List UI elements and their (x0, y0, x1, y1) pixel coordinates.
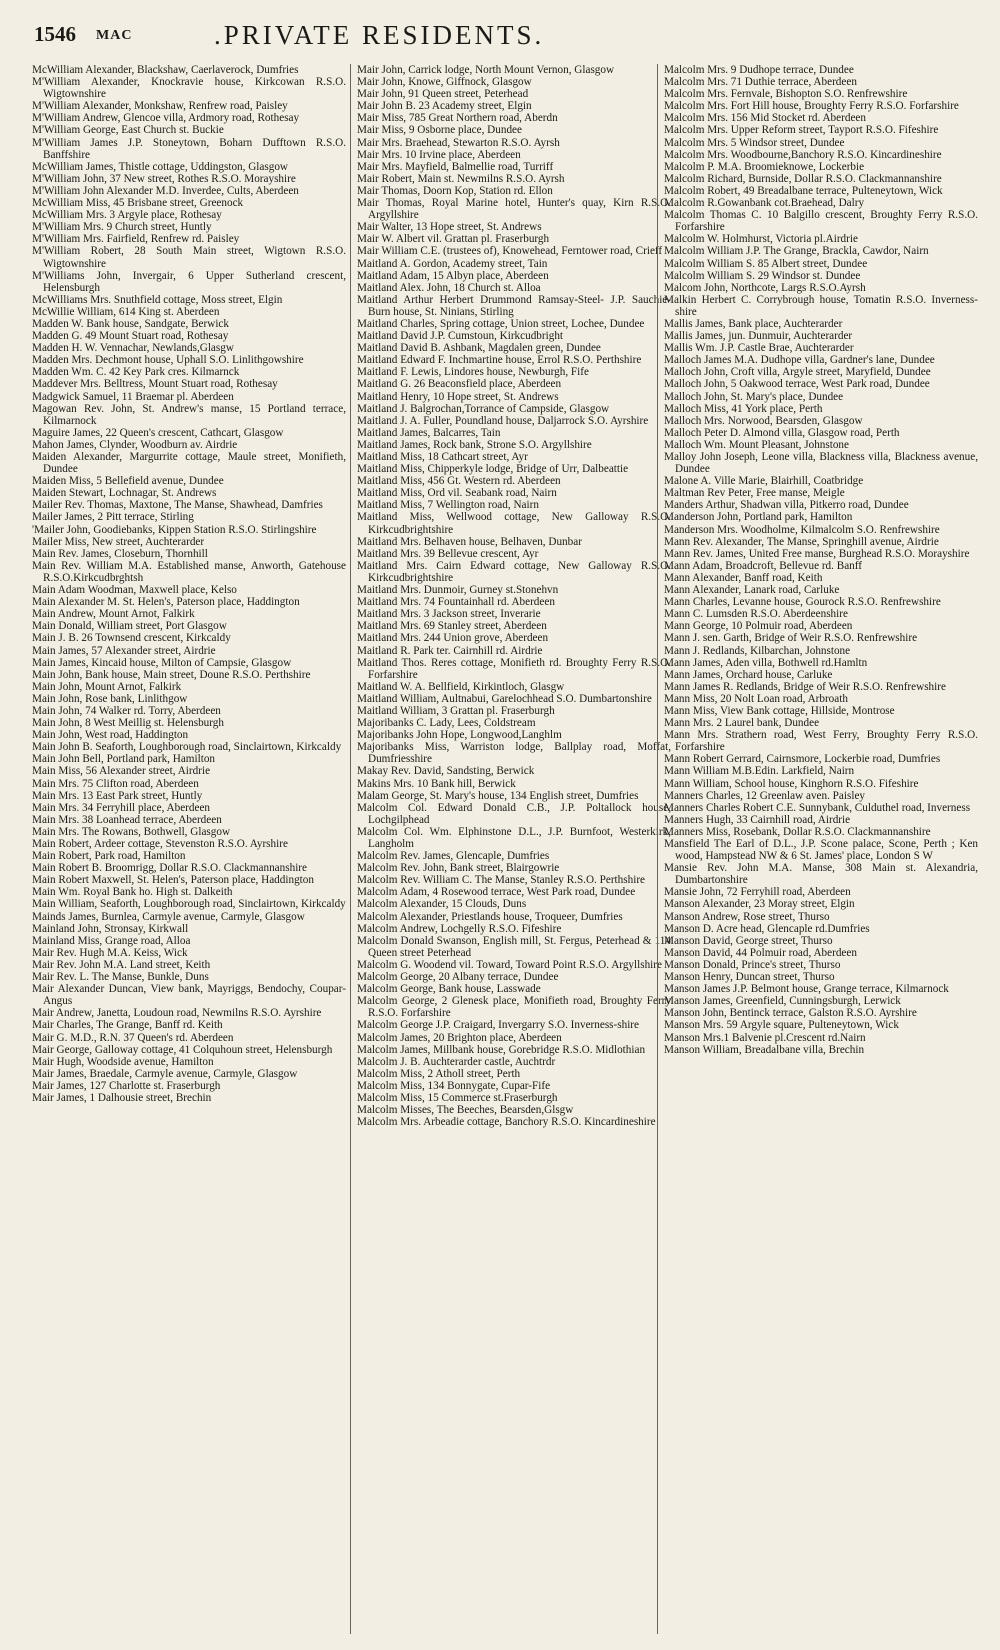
directory-entry: Mann Rev. James, United Free manse, Burghead R.S.O. Morayshire (664, 547, 970, 560)
directory-entry: Maitland W. A. Bellfield, Kirkintloch, Glasgw (357, 680, 565, 693)
directory-entry: Mainland Miss, Grange road, Alloa (32, 934, 191, 947)
directory-entry: Malcolm Mrs. 9 Dudhope terrace, Dundee (664, 64, 854, 76)
directory-entry: Malcolm Mrs. Upper Reform street, Tayport R.S.O. Fifeshire (664, 124, 939, 137)
directory-entry: Main Mrs. 13 East Park street, Huntly (32, 789, 203, 802)
directory-entry: Malcolm R.Gowanbank cot.Braehead, Dalry (664, 197, 865, 210)
directory-entry: Malcolm Col. Wm. Elphinstone D.L., J.P. Burnfoot, Westerkirk, Langholm (357, 825, 671, 850)
directory-entry: Malcolm Adam, 4 Rosewood terrace, West Park road, Dundee (357, 886, 636, 899)
directory-entry: Malcolm W. Holmhurst, Victoria pl.Airdrie (664, 233, 858, 246)
directory-entry: Main J. B. 26 Townsend crescent, Kirkcaldy (32, 632, 231, 645)
directory-entry: Mair Rev. Hugh M.A. Keiss, Wick (32, 946, 188, 959)
directory-entry: Maitland Thos. Reres cottage, Monifieth rd. Broughty Ferry R.S.O. Forfarshire (357, 656, 671, 681)
directory-entry: Mair Mrs. Braehead, Stewarton R.S.O. Ayrsh (357, 136, 560, 149)
directory-entry: Mair Mrs. Mayfield, Balmellie road, Turriff (357, 160, 554, 173)
directory-entry: Madden W. Bank house, Sandgate, Berwick (32, 317, 229, 330)
directory-entry: Maiden Stewart, Lochnagar, St. Andrews (32, 487, 217, 500)
column-divider (350, 64, 351, 1634)
directory-entry: Mann J. sen. Garth, Bridge of Weir R.S.O. Renfrewshire (664, 632, 918, 645)
directory-entry: Mann Charles, Levanne house, Gourock R.S.O. Renfrewshire (664, 596, 941, 609)
directory-entry: Mahon James, Clynder, Woodburn av. Airdrie (32, 438, 238, 451)
directory-entry: Malcolm George, Bank house, Lasswade (357, 983, 541, 996)
directory-entry: Mailer Miss, New street, Auchterarder (32, 535, 205, 548)
directory-entry: Madden Wm. C. 42 Key Park cres. Kilmarnck (32, 366, 240, 379)
directory-entry: Maitland Mrs. 3 Jackson street, Inverarie (357, 608, 541, 621)
directory-entry: Mann William M.B.Edin. Larkfield, Nairn (664, 765, 855, 778)
directory-entry: McWilliams Mrs. Snuthfield cottage, Moss street, Elgin (32, 293, 283, 306)
directory-entry: Mair James, Braedale, Carmyle avenue, Carmyle, Glasgow (32, 1067, 298, 1080)
directory-entry: Maitland Miss, Wellwood cottage, New Galloway R.S.O. Kirkcudbrightshire (357, 511, 671, 536)
directory-entry: Main Mrs. 38 Loanhead terrace, Aberdeen (32, 813, 222, 826)
directory-entry: Mair James, 127 Charlotte st. Fraserburgh (32, 1079, 221, 1092)
directory-entry: Majoribanks C. Lady, Lees, Coldstream (357, 717, 536, 730)
directory-entry: Majoribanks Miss, Warriston lodge, Ballplay road, Moffat, Dumfriesshire (357, 741, 671, 766)
directory-entry: Maltman Rev Peter, Free manse, Meigle (664, 487, 845, 500)
page-title: .PRIVATE RESIDENTS. (214, 20, 545, 50)
directory-entry: Main Rev. William M.A. Established manse, Anworth, Gatehouse R.S.O.Kirkcudbrghtsh (32, 559, 346, 584)
directory-entry: Manners Charles Robert C.E. Sunnybank, Culduthel road, Inverness (664, 801, 971, 814)
directory-entry: Mair Rev. L. The Manse, Bunkle, Duns (32, 971, 209, 984)
directory-entry: Main John, 74 Walker rd. Torry, Aberdeen (32, 704, 221, 717)
directory-entry: Mainland John, Stronsay, Kirkwall (32, 922, 189, 935)
directory-entry: Main Rev. James, Closeburn, Thornhill (32, 547, 208, 560)
directory-entry: Malcolm George, 20 Albany terrace, Dundee (357, 971, 559, 984)
directory-entry: Main Donald, William street, Port Glasgow (32, 620, 227, 633)
directory-entry: Mair Thomas, Doorn Kop, Station rd. Ellon (357, 184, 553, 197)
directory-entry: Main Wm. Royal Bank ho. High st. Dalkeith (32, 886, 233, 899)
directory-entry: Main Mrs. 34 Ferryhill place, Aberdeen (32, 801, 211, 814)
directory-entry: Mair William C.E. (trustees of), Knowehead, Ferntower road, Crieff (357, 245, 663, 258)
directory-entry: Maitland William, 3 Grattan pl. Fraserburgh (357, 704, 555, 717)
directory-entry: Mair Hugh, Woodside avenue, Hamilton (32, 1055, 214, 1068)
directory-entry: Malloch James M.A. Dudhope villa, Gardner's lane, Dundee (664, 354, 935, 367)
directory-entry: Malloch John, Croft villa, Argyle street, Maryfield, Dundee (664, 366, 931, 379)
directory-entry: Malcolm Robert, 49 Breadalbane terrace, Pulteneytown, Wick (664, 184, 943, 197)
directory-entry: Malloch Wm. Mount Pleasant, Johnstone (664, 438, 849, 451)
directory-entry: M'William James J.P. Stoneytown, Boharn Dufftown R.S.O. Banffshire (32, 136, 346, 161)
directory-entry: Mair Mrs. 10 Irvine place, Aberdeen (357, 148, 521, 161)
directory-entry: Maguire James, 22 Queen's crescent, Cathcart, Glasgow (32, 426, 284, 439)
directory-entry: Malcolm Rev. John, Bank street, Blairgowrie (357, 862, 560, 875)
directory-entry: Maitland Mrs. 69 Stanley street, Aberdeen (357, 620, 547, 633)
directory-entry: Mann Miss, 20 Nolt Loan road, Arbroath (664, 692, 848, 705)
directory-entry: Main Adam Woodman, Maxwell place, Kelso (32, 584, 237, 597)
directory-entry: Manson James, Greenfield, Cunningsburgh, Lerwick (664, 995, 901, 1008)
directory-entry: Maitland A. Gordon, Academy street, Tain (357, 257, 548, 270)
directory-entry: Malcolm P. M.A. Broomieknowe, Lockerbie (664, 160, 865, 173)
column-3 (664, 64, 978, 1644)
directory-entry: Mansfield The Earl of D.L., J.P. Scone palace, Scone, Perth ; Ken wood, Hampstead NW & 6 St. James' place, London S W (664, 838, 978, 863)
directory-entry: Manson James J.P. Belmont house, Grange terrace, Kilmarnock (664, 983, 949, 996)
directory-entry: M'William Mrs. Fairfield, Renfrew rd. Paisley (32, 233, 240, 246)
directory-entry: Malcolm Rev. James, Glencaple, Dumfries (357, 850, 550, 863)
directory-entry: Mann Mrs. Strathern road, West Ferry, Broughty Ferry R.S.O. Forfarshire (664, 729, 978, 754)
directory-entry: Maitland Miss, Ord vil. Seabank road, Nairn (357, 487, 557, 500)
directory-entry: Mann Robert Gerrard, Cairnsmore, Lockerbie road, Dumfries (664, 753, 941, 766)
directory-entry: McWilliam James, Thistle cottage, Uddingston, Glasgow (32, 160, 288, 173)
directory-entry: Malcolm J. B. Auchterarder castle, Auchtrdr (357, 1055, 556, 1068)
directory-entry: Maitland J. A. Fuller, Poundland house, Daljarrock S.O. Ayrshire (357, 414, 649, 427)
directory-entry: Malcolm Mrs. 5 Windsor street, Dundee (664, 136, 845, 149)
directory-entry: Manson Henry, Duncan street, Thurso (664, 971, 835, 984)
directory-entry: Manderson John, Portland park, Hamilton (664, 511, 853, 524)
directory-entry: Maitland Miss, Chipperkyle lodge, Bridge of Urr, Dalbeattie (357, 463, 629, 476)
directory-entry: Manson David, 44 Polmuir road, Aberdeen (664, 946, 857, 959)
directory-entry: Maitland Adam, 15 Albyn place, Aberdeen (357, 269, 549, 282)
directory-entry: Mann James, Aden villa, Bothwell rd.Hamltn (664, 656, 868, 669)
directory-entry: Mann James, Orchard house, Carluke (664, 668, 833, 681)
directory-entry: Mailer Rev. Thomas, Maxtone, The Manse, Shawhead, Damfries (32, 499, 323, 512)
directory-entry: Malloch John, St. Mary's place, Dundee (664, 390, 844, 403)
directory-entry: Malcolm Richard, Burnside, Dollar R.S.O. Clackmannanshire (664, 172, 942, 185)
directory-entry: Mair John, Knowe, Giffnock, Glasgow (357, 76, 532, 89)
directory-entry: Mair Rev. John M.A. Land street, Keith (32, 958, 211, 971)
directory-entry: Malcolm Miss, 134 Bonnygate, Cupar-Fife (357, 1079, 551, 1092)
directory-entry: Maitland Alex. John, 18 Church st. Alloa (357, 281, 541, 294)
directory-entry: Main James, Kincaid house, Milton of Campsie, Glasgow (32, 656, 292, 669)
column-divider (657, 64, 658, 1634)
directory-entry: Maiden Miss, 5 Bellefield avenue, Dundee (32, 475, 224, 488)
directory-entry: Malcolm George J.P. Craigard, Invergarry S.O. Inverness-shire (357, 1019, 640, 1032)
directory-entry: Mair Thomas, Royal Marine hotel, Hunter's quay, Kirn R.S.O. Argyllshire (357, 197, 671, 222)
directory-entry: Malloch John, 5 Oakwood terrace, West Park road, Dundee (664, 378, 930, 391)
directory-entry: Malloy John Joseph, Leone villa, Blackness villa, Blackness avenue, Dundee (664, 451, 978, 476)
directory-entry: Maitland Miss, 456 Gt. Western rd. Aberdeen (357, 475, 561, 488)
directory-entry: Malcolm Mrs. Arbeadie cottage, Banchory R.S.O. Kincardineshire (357, 1116, 656, 1129)
directory-entry: Malloch Mrs. Norwood, Bearsden, Glasgow (664, 414, 863, 427)
directory-entry: Manson Andrew, Rose street, Thurso (664, 910, 830, 923)
directory-entry: Maitland Mrs. Belhaven house, Belhaven, Dunbar (357, 535, 582, 548)
directory-entry: Main John, Mount Arnot, Falkirk (32, 680, 182, 693)
column-2 (357, 64, 671, 1644)
directory-entry: Makay Rev. David, Sandsting, Berwick (357, 765, 535, 778)
directory-entry: Main William, Seaforth, Loughborough road, Sinclairtown, Kirkcaldy (32, 898, 346, 911)
directory-entry: McWilliam Miss, 45 Brisbane street, Greenock (32, 197, 244, 210)
directory-entry: M'William Andrew, Glencoe villa, Ardmory road, Rothesay (32, 112, 300, 125)
directory-entry: Malcolm Miss, 15 Commerce st.Fraserburgh (357, 1091, 558, 1104)
directory-entry: Manners Miss, Rosebank, Dollar R.S.O. Clackmannanshire (664, 825, 931, 838)
directory-entry: Mair G. M.D., R.N. 37 Queen's rd. Aberdeen (32, 1031, 234, 1044)
directory-entry: Maddever Mrs. Belltress, Mount Stuart road, Rothesay (32, 378, 278, 391)
directory-entry: Manners Charles, 12 Greenlaw aven. Paisley (664, 789, 866, 802)
directory-entry: McWilliam Mrs. 3 Argyle place, Rothesay (32, 209, 222, 222)
directory-entry: Maitland Mrs. Dunmoir, Gurney st.Stonehvn (357, 584, 559, 597)
directory-entry: Malcolm Donald Swanson, English mill, St. Fergus, Peterhead & 114 Queen street Peterhead (357, 934, 671, 959)
directory-entry: Mailer James, 2 Pitt terrace, Stirling (32, 511, 194, 524)
directory-entry: Mann William, School house, Kinghorn R.S.O. Fifeshire (664, 777, 919, 790)
directory-entry: Mann J. Redlands, Kilbarchan, Johnstone (664, 644, 851, 657)
directory-entry: Maitland James, Balcarres, Tain (357, 426, 501, 439)
directory-entry: Malcolm G. Woodend vil. Toward, Toward Point R.S.O. Argyllshire (357, 958, 662, 971)
directory-entry: Mair W. Albert vil. Grattan pl. Fraserburgh (357, 233, 550, 246)
directory-entry: McWilliam Alexander, Blackshaw, Caerlaverock, Dumfries (32, 64, 299, 76)
directory-entry: Mair James, 1 Dalhousie street, Brechin (32, 1091, 212, 1104)
directory-entry: Maitland Miss, 7 Wellington road, Nairn (357, 499, 539, 512)
directory-entry: M'William John Alexander M.D. Inverdee, Cults, Aberdeen (32, 184, 299, 197)
directory-entry: Malloch Miss, 41 York place, Perth (664, 402, 823, 415)
directory-entry: Manderson Mrs. Woodholme, Kilmalcolm S.O. Renfrewshire (664, 523, 940, 536)
directory-entry: M'Williams John, Invergair, 6 Upper Sutherland crescent, Helensburgh (32, 269, 346, 294)
directory-entry: Malkin Herbert C. Corrybrough house, Tomatin R.S.O. Inverness-shire (664, 293, 978, 318)
directory-entry: 'Mailer John, Goodiebanks, Kippen Station R.S.O. Stirlingshire (32, 523, 317, 536)
directory-entry: Mann Miss, View Bank cottage, Hillside, Montrose (664, 704, 895, 717)
directory-entry: Main Robert Maxwell, St. Helen's, Paterson place, Haddington (32, 874, 314, 887)
directory-entry: Mann Rev. Alexander, The Manse, Springhill avenue, Airdrie (664, 535, 939, 548)
directory-entry: Malone A. Ville Marie, Blairhill, Coatbridge (664, 475, 864, 488)
directory-entry: Mann Mrs. 2 Laurel bank, Dundee (664, 717, 820, 730)
directory-entry: Madgwick Samuel, 11 Braemar pl. Aberdeen (32, 390, 234, 403)
directory-entry: Maitland Mrs. 74 Fountainhall rd. Aberdeen (357, 596, 555, 609)
directory-entry: Main James, 57 Alexander street, Airdrie (32, 644, 216, 657)
directory-entry: Maitland J. Balgrochan,Torrance of Campside, Glasgow (357, 402, 610, 415)
directory-entry: M'William Alexander, Knockravie house, Kirkcowan R.S.O. Wigtownshire (32, 76, 346, 101)
directory-entry: Maiden Alexander, Margurrite cottage, Maule street, Monifieth, Dundee (32, 451, 346, 476)
directory-entry: Mair Robert, Main st. Newmilns R.S.O. Ayrsh (357, 172, 565, 185)
directory-entry: Main Miss, 56 Alexander street, Airdrie (32, 765, 211, 778)
directory-entry: Maitland David J.P. Cumstoun, Kirkcudbright (357, 330, 564, 343)
directory-entry: Malcolm William S. 29 Windsor st. Dundee (664, 269, 861, 282)
directory-entry: Maitland Charles, Spring cottage, Union street, Lochee, Dundee (357, 317, 645, 330)
page-header (34, 20, 646, 52)
directory-entry: Maitland Mrs. Cairn Edward cottage, New Galloway R.S.O. Kirkcudbrightshire (357, 559, 671, 584)
directory-entry: Maitland Mrs. 244 Union grove, Aberdeen (357, 632, 549, 645)
directory-entry: Manson David, George street, Thurso (664, 934, 833, 947)
directory-entry: Maitland F. Lewis, Lindores house, Newburgh, Fife (357, 366, 589, 379)
directory-entry: Mallis James, Bank place, Auchterarder (664, 317, 843, 330)
directory-entry: Mann Alexander, Lanark road, Carluke (664, 584, 840, 597)
directory-entry: Main John Bell, Portland park, Hamilton (32, 753, 216, 766)
directory-entry: Malcolm Col. Edward Donald C.B., J.P. Poltallock house, Lochgilphead (357, 801, 671, 826)
directory-entry: Malcolm Mrs. 71 Duthie terrace, Aberdeen (664, 76, 857, 89)
directory-entry: Maitland William, Aultnabui, Garelochhead S.O. Dumbartonshire (357, 692, 652, 705)
directory-entry: Mair John B. 23 Academy street, Elgin (357, 100, 532, 113)
directory-entry: Main Robert B. Broomrigg, Dollar R.S.O. Clackmannanshire (32, 862, 307, 875)
section-label: MAC (96, 28, 133, 43)
directory-entry: Makins Mrs. 10 Bank hill, Berwick (357, 777, 516, 790)
directory-entry: McWillie William, 614 King st. Aberdeen (32, 305, 220, 318)
directory-entry: Malcolm Rev. William C. The Manse, Stanley R.S.O. Perthshire (357, 874, 646, 887)
directory-entry: Malcolm Thomas C. 10 Balgillo crescent, Broughty Ferry R.S.O. Forfarshire (664, 209, 978, 234)
directory-entry: Malcolm Misses, The Beeches, Bearsden,Glsgw (357, 1104, 574, 1117)
directory-entry: Magowan Rev. John, St. Andrew's manse, 15 Portland terrace, Kilmarnock (32, 402, 346, 427)
directory-entry: Malcolm Alexander, Priestlands house, Troqueer, Dumfries (357, 910, 623, 923)
directory-entry: Malcolm Andrew, Lochgelly R.S.O. Fifeshire (357, 922, 562, 935)
directory-entry: Manders Arthur, Shadwan villa, Pitkerro road, Dundee (664, 499, 909, 512)
directory-entry: Maitland David B. Ashbank, Magdalen green, Dundee (357, 342, 601, 355)
directory-entry: Mansie Rev. John M.A. Manse, 308 Main st. Alexandria, Dumbartonshire (664, 862, 978, 887)
directory-entry: Maitland G. 26 Beaconsfield place, Aberdeen (357, 378, 562, 391)
directory-entry: Mallis James, jun. Dunmuir, Auchterarder (664, 330, 853, 343)
directory-entry: Main John, Rose bank, Linlithgow (32, 692, 188, 705)
directory-entry: Mallis Wm. J.P. Castle Brae, Auchterarder (664, 342, 854, 355)
directory-entry: Maitland Henry, 10 Hope street, St. Andrews (357, 390, 559, 403)
directory-entry: Mann Adam, Broadcroft, Bellevue rd. Banff (664, 559, 863, 572)
page-number: 1546 (34, 22, 76, 46)
directory-entry: Manson Alexander, 23 Moray street, Elgin (664, 898, 855, 911)
directory-entry: Mair Walter, 13 Hope street, St. Andrews (357, 221, 542, 234)
directory-entry: Malcolm Alexander, 15 Clouds, Duns (357, 898, 527, 911)
directory-entry: Manson William, Breadalbane villa, Brechin (664, 1043, 865, 1056)
directory-entry: Malcolm Mrs. 156 Mid Stocket rd. Aberdeen (664, 112, 866, 125)
directory-entry: M'William George, East Church st. Buckie (32, 124, 224, 137)
directory-entry: M'William Mrs. 9 Church street, Huntly (32, 221, 212, 234)
directory-entry: Maitland James, Rock bank, Strone S.O. Argyllshire (357, 438, 592, 451)
directory-entry: Mainds James, Burnlea, Carmyle avenue, Carmyle, Glasgow (32, 910, 305, 923)
directory-entry: Maitland Arthur Herbert Drummond Ramsay-Steel- J.P. Sauchie-Burn house, St. Ninians, Stirling (357, 293, 671, 318)
directory-entry: Manson D. Acre head, Glencaple rd.Dumfries (664, 922, 870, 935)
directory-entry: Malcolm James, Millbank house, Gorebridge R.S.O. Midlothian (357, 1043, 646, 1056)
directory-entry: Mair Alexander Duncan, View bank, Mayriggs, Bendochy, Coupar-Angus (32, 983, 346, 1008)
directory-entry: Mair Miss, 9 Osborne place, Dundee (357, 124, 522, 137)
directory-entry: Mair Miss, 785 Great Northern road, Aberdn (357, 112, 558, 125)
directory-entry: Maitland Edward F. Inchmartine house, Errol R.S.O. Perthshire (357, 354, 642, 367)
directory-entry: M'William John, 37 New street, Rothes R.S.O. Morayshire (32, 172, 296, 185)
directory-entry: Mansie John, 72 Ferryhill road, Aberdeen (664, 886, 851, 899)
directory-entry: Malcolm James, 20 Brighton place, Aberdeen (357, 1031, 562, 1044)
directory-entry: Malam George, St. Mary's house, 134 English street, Dumfries (357, 789, 639, 802)
directory-entry: Main John, 8 West Meillig st. Helensburgh (32, 717, 224, 730)
directory-entry: Manson Donald, Prince's street, Thurso (664, 958, 841, 971)
directory-entry: Maitland R. Park ter. Cairnhill rd. Airdrie (357, 644, 543, 657)
directory-entry: Mann C. Lumsden R.S.O. Aberdeenshire (664, 608, 848, 621)
directory-entry: M'William Robert, 28 South Main street, Wigtown R.S.O. Wigtownshire (32, 245, 346, 270)
directory-entry: Malcolm William S. 85 Albert street, Dundee (664, 257, 868, 270)
directory-entry: Mann Alexander, Banff road, Keith (664, 571, 823, 584)
directory-entry: Mann George, 10 Polmuir road, Aberdeen (664, 620, 853, 633)
directory-entry: Mair John, Carrick lodge, North Mount Vernon, Glasgow (357, 64, 615, 76)
directory-entry: Malcolm Miss, 2 Atholl street, Perth (357, 1067, 521, 1080)
directory-entry: Madden H. W. Vennachar, Newlands,Glasgw (32, 342, 234, 355)
directory-entry: Malloch Peter D. Almond villa, Glasgow road, Perth (664, 426, 900, 439)
directory-entry: Madden Mrs. Dechmont house, Uphall S.O. Linlithgowshire (32, 354, 304, 367)
directory-entry: Malcolm William J.P. The Grange, Brackla, Cawdor, Nairn (664, 245, 929, 258)
directory-entry: Main Robert, Park road, Hamilton (32, 850, 186, 863)
directory-entry: M'William Alexander, Monkshaw, Renfrew road, Paisley (32, 100, 288, 113)
directory-entry: Majoribanks John Hope, Longwood,Langhlm (357, 729, 562, 742)
directory-entry: Main John, Bank house, Main street, Doune R.S.O. Perthshire (32, 668, 311, 681)
directory-entry: Maitland Mrs. 39 Bellevue crescent, Ayr (357, 547, 539, 560)
directory-entry: Mair John, 91 Queen street, Peterhead (357, 88, 529, 101)
directory-entry: Manners Hugh, 33 Cairnhill road, Airdrie (664, 813, 851, 826)
directory-entry: Malcom John, Northcote, Largs R.S.O.Ayrsh (664, 281, 866, 294)
directory-entry: Mair George, Galloway cottage, 41 Colquhoun street, Helensburgh (32, 1043, 333, 1056)
directory-entry: Manson John, Bentinck terrace, Galston R.S.O. Ayrshire (664, 1007, 917, 1020)
directory-entry: Main Andrew, Mount Arnot, Falkirk (32, 608, 195, 621)
directory-entry: Mann James R. Redlands, Bridge of Weir R.S.O. Renfrewshire (664, 680, 946, 693)
directory-entry: Main John B. Seaforth, Loughborough road, Sinclairtown, Kirkcaldy (32, 741, 342, 754)
directory-entry: Manson Mrs.1 Balvenie pl.Crescent rd.Nairn (664, 1031, 866, 1044)
directory-entry: Main Alexander M. St. Helen's, Paterson place, Haddington (32, 596, 300, 609)
directory-entry: Malcolm Mrs. Woodbourne,Banchory R.S.O. Kincardineshire (664, 148, 942, 161)
directory-entry: Malcolm Mrs. Fernvale, Bishopton S.O. Renfrewshire (664, 88, 908, 101)
column-1 (32, 64, 346, 1644)
directory-entry: Malcolm Mrs. Fort Hill house, Broughty Ferry R.S.O. Forfarshire (664, 100, 959, 113)
directory-entry: Main Mrs. The Rowans, Bothwell, Glasgow (32, 825, 231, 838)
directory-entry: Main Robert, Ardeer cottage, Stevenston R.S.O. Ayrshire (32, 838, 288, 850)
directory-entry: Maitland Miss, 18 Cathcart street, Ayr (357, 451, 528, 463)
directory-entry: Main Mrs. 75 Clifton road, Aberdeen (32, 777, 199, 790)
directory-entry: Mair Andrew, Janetta, Loudoun road, Newmilns R.S.O. Ayrshire (32, 1007, 322, 1020)
directory-entry: Main John, West road, Haddington (32, 729, 189, 742)
directory-entry: Manson Mrs. 59 Argyle square, Pulteneytown, Wick (664, 1019, 899, 1032)
directory-entry: Malcolm George, 2 Glenesk place, Monifieth road, Broughty Ferry R.S.O. Forfarshire (357, 995, 671, 1020)
directory-entry: Madden G. 49 Mount Stuart road, Rothesay (32, 330, 229, 343)
directory-entry: Mair Charles, The Grange, Banff rd. Keith (32, 1019, 223, 1032)
